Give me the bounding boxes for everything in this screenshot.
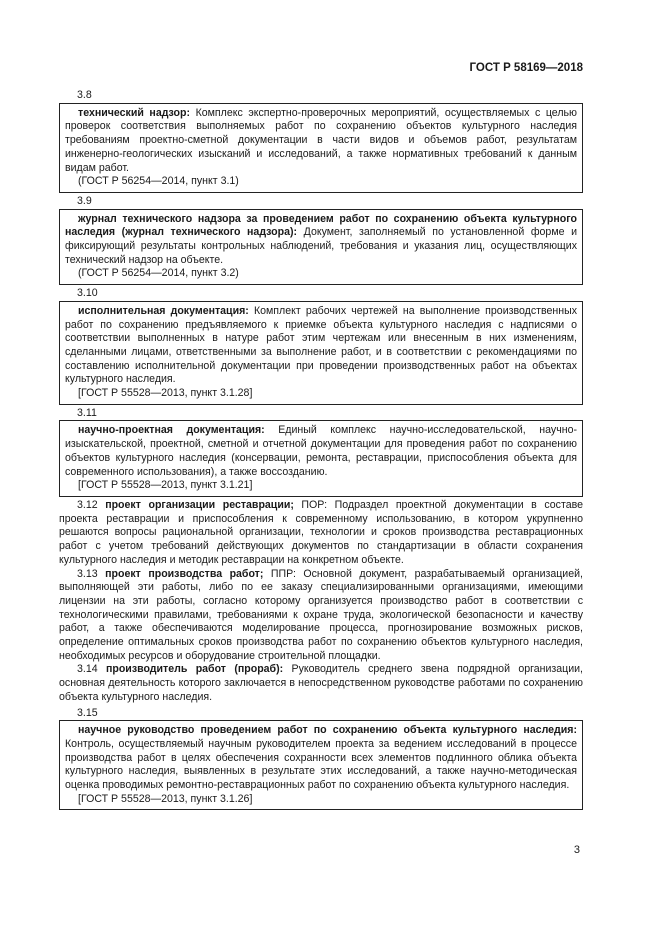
plain-terms xyxy=(59,499,583,705)
term-paragraph xyxy=(59,568,583,664)
term-paragraph xyxy=(59,663,583,704)
term-number: 3.9 xyxy=(77,194,92,207)
term-name: проект организации реставрации; xyxy=(105,498,294,511)
term-box xyxy=(59,209,583,286)
term-name: производитель работ (прораб): xyxy=(105,663,284,676)
term-definition xyxy=(65,724,577,793)
term-name: научное руководство проведением работ по сохранению объекта культурного наследия: xyxy=(78,724,577,737)
definition-text: Руководитель среднего звена подрядной организации, основная деятельность которого заключается в непосредственном руководстве работами по сохранению объекта культурного наследия. xyxy=(59,663,583,703)
term-box xyxy=(59,420,583,497)
definition-text: Единый комплекс научно-исследовательской, научно-изыскательской, проектной, сметной и отчетной документации для проведения работ по сохранению объектов культурного наследия (консервации, ремонта, реставрации, приспособления объекта для современного использования), а также воссозданию. xyxy=(65,424,577,478)
term-source: [ГОСТ Р 55528—2013, пункт 3.1.21] xyxy=(78,479,253,492)
term-name: научно-проектная документация: xyxy=(78,424,265,437)
term-name: исполнительная документация: xyxy=(78,304,249,317)
term-box xyxy=(59,301,583,405)
term-definition xyxy=(65,424,577,479)
term-definition xyxy=(65,305,577,387)
definition-text: Комплекс экспертно-проверочных мероприятий, осуществляемых с целью проверок соответствия выполняемых работ по сохранению объектов культурного наследия требованиям проектно-сметной документации в части видов и объемов работ, результатам инженерно-геологических изысканий и исследований, а также нормативных требований к данным видам работ. xyxy=(65,106,577,174)
term-source: [ГОСТ Р 55528—2013, пункт 3.1.28] xyxy=(78,387,253,400)
definition-text: Контроль, осуществляемый научным руководителем проекта за ведением исследований в процессе производства работ в целях обеспечения сохранности всех элементов подлинного облика объекта культурного наследия, выявленных в результате этих исследований, а также научно-методическая оценка проводимых ремонтно-реставрационных работ по сохранению объекта культурного наследия. xyxy=(65,737,577,792)
term-number: 3.12 xyxy=(77,498,98,511)
term-source: [ГОСТ Р 55528—2013, пункт 3.1.26] xyxy=(78,792,253,805)
term-definition xyxy=(65,107,577,176)
term-box xyxy=(59,720,583,810)
standard-designation: ГОСТ Р 58169—2018 xyxy=(469,62,583,74)
term-paragraph xyxy=(59,499,583,568)
term-box xyxy=(59,103,583,193)
term-definition xyxy=(65,213,577,268)
definition-text: Комплект рабочих чертежей на выполнение производственных работ по сохранению предъявляемого к приемке объекта культурного наследия с надписями о соответствии выполненных в натуре работ этим чертежам или внесенным в них изменениям, сделанными лицами, ответственными за выполнение работ, и в соответствии с рекомендациями по составлению исполнительной документации при проведении производственных работ на объектах культурного наследия. xyxy=(65,304,577,386)
term-name: технический надзор: xyxy=(78,106,191,119)
term-number: 3.8 xyxy=(77,89,92,101)
term-number: 3.15 xyxy=(77,706,98,719)
term-number: 3.13 xyxy=(77,567,98,580)
page-number: 3 xyxy=(573,844,580,856)
term-source: (ГОСТ Р 56254—2014, пункт 3.2) xyxy=(78,267,239,280)
definition-text: ПОР: Подраздел проектной документации в составе проекта реставрации и приспособления к современному использованию, в котором укрупненно решаются вопросы рациональной организации, технологии и сроков производства реставрационных работ с учетом требований действующих документов по стандартизации в области сохранения культурного наследия и методик реставрации на конкретном объекте. xyxy=(59,498,583,566)
definition-text: ППР: Основной документ, разрабатываемый организацией, выполняющей эти работы, либо по ее заказу специализированными организациями, имеющими лицензии на эти работы, согласно которому организуется производство работ в соответствии с технологическими правилами, требованиями к охране труда, экологической безопасности и качеству работ, а также обеспечиваются моделирование процесса, прогнозирование возможных рисков, определение оптимальных сроков производства работ по сохранению объектов культурного наследия, необходимых ресурсов и оборудование строительной площадки. xyxy=(59,567,583,662)
term-source: (ГОСТ Р 56254—2014, пункт 3.1) xyxy=(78,175,239,188)
term-number: 3.10 xyxy=(77,287,98,300)
terms-section xyxy=(59,89,583,812)
term-number: 3.11 xyxy=(77,406,97,419)
term-name: журнал технического надзора за проведением работ по сохранению объекта культурного наследия (журнал технического надзора): xyxy=(65,212,577,239)
definition-text: Документ, заполняемый по установленной форме и фиксирующий результаты контрольных наблюдений, требования и указания лиц, осуществляющих технический надзор на объекте. xyxy=(65,226,577,266)
term-name: проект производства работ; xyxy=(105,567,264,580)
term-number: 3.14 xyxy=(77,663,98,676)
